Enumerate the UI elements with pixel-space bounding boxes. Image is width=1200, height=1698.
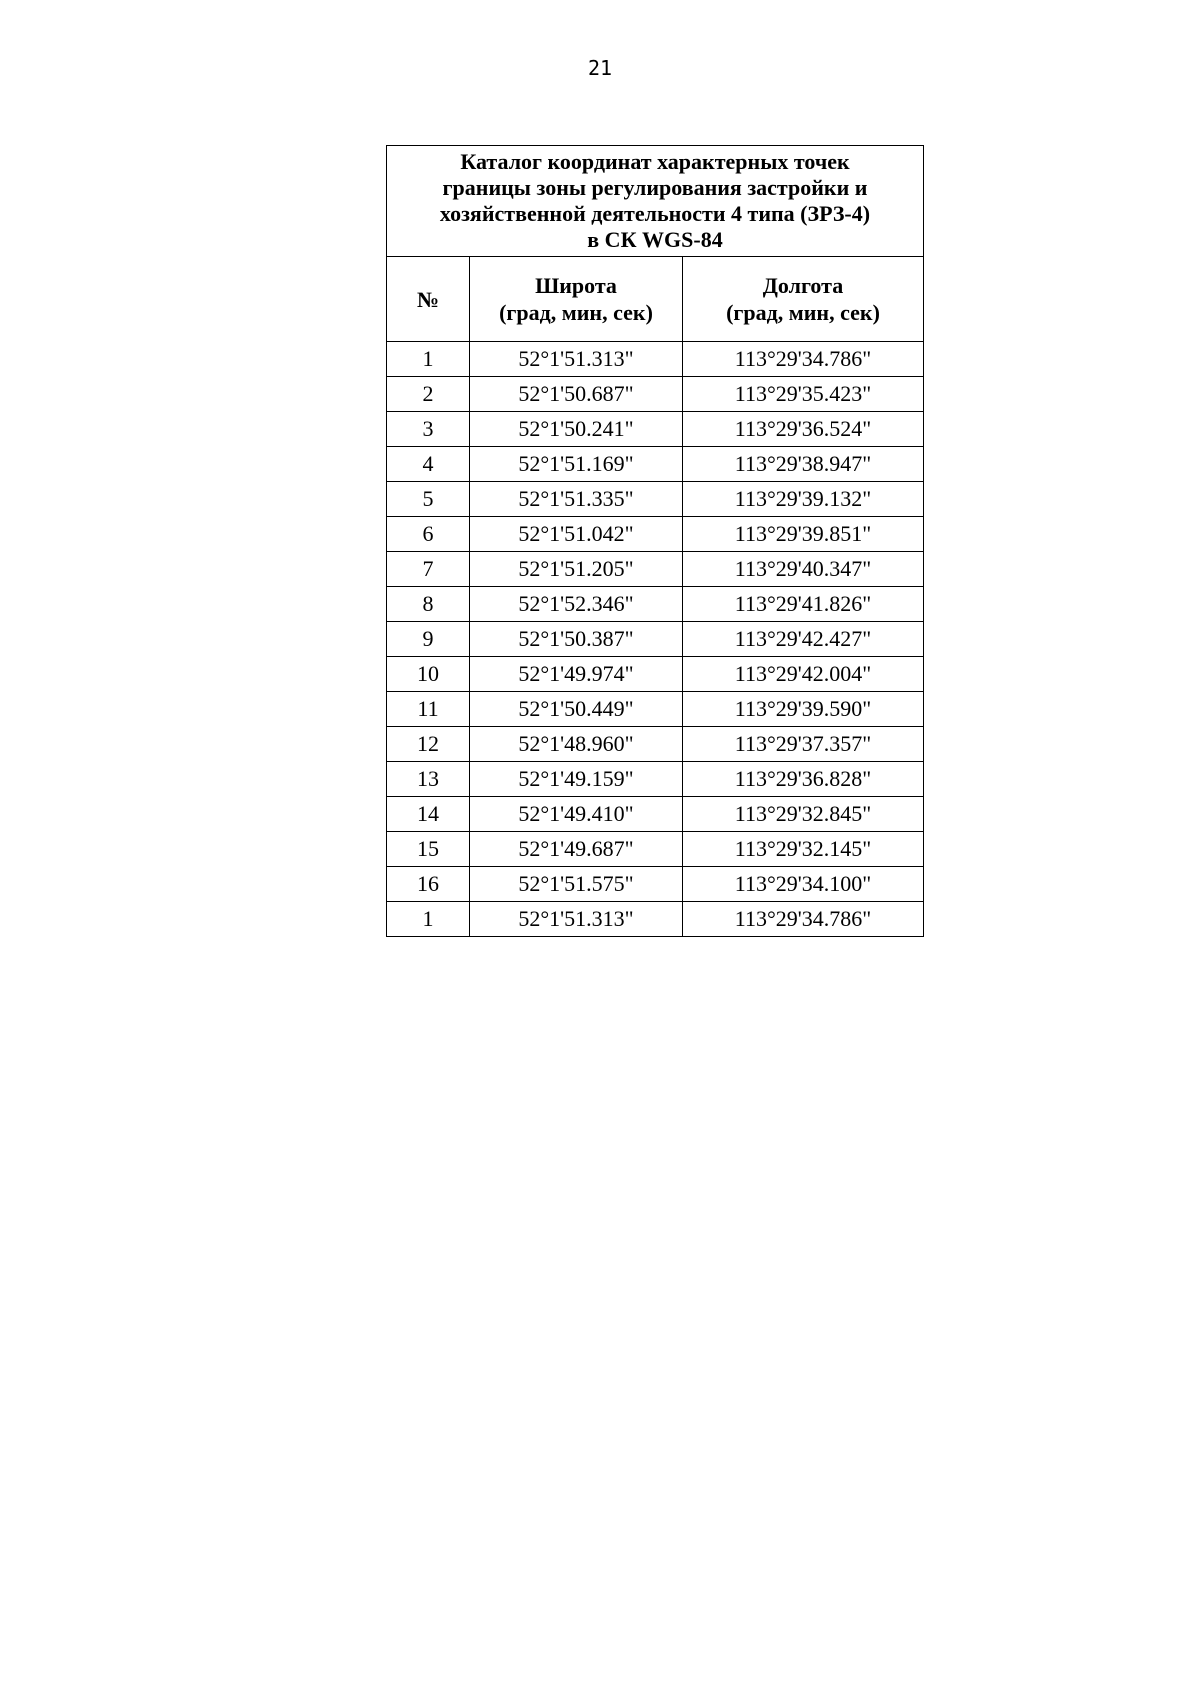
latitude-cell: 52°1'51.169"	[470, 447, 683, 482]
table-row	[387, 482, 924, 517]
point-number-cell: 1	[387, 902, 470, 937]
longitude-cell: 113°29'35.423"	[683, 377, 924, 412]
table-title-line: границы зоны регулирования застройки и	[442, 175, 868, 200]
latitude-cell: 52°1'49.687"	[470, 832, 683, 867]
point-number-cell: 2	[387, 377, 470, 412]
latitude-cell: 52°1'50.387"	[470, 622, 683, 657]
latitude-cell: 52°1'50.449"	[470, 692, 683, 727]
table-row	[387, 832, 924, 867]
latitude-cell: 52°1'50.687"	[470, 377, 683, 412]
header-latitude	[470, 257, 683, 342]
longitude-cell: 113°29'36.828"	[683, 762, 924, 797]
header-longitude-label: Долгота	[762, 273, 844, 298]
point-number-cell: 3	[387, 412, 470, 447]
table-row	[387, 587, 924, 622]
table-row	[387, 762, 924, 797]
longitude-cell: 113°29'41.826"	[683, 587, 924, 622]
point-number-cell: 8	[387, 587, 470, 622]
latitude-cell: 52°1'50.241"	[470, 412, 683, 447]
point-number-cell: 10	[387, 657, 470, 692]
point-number-cell: 6	[387, 517, 470, 552]
table-row	[387, 377, 924, 412]
point-number-cell: 11	[387, 692, 470, 727]
point-number-cell: 7	[387, 552, 470, 587]
table-title-line: в СК WGS-84	[587, 227, 723, 252]
latitude-cell: 52°1'49.974"	[470, 657, 683, 692]
point-number-cell: 12	[387, 727, 470, 762]
point-number-cell: 13	[387, 762, 470, 797]
table-title	[387, 146, 924, 257]
coordinates-catalog-table	[386, 145, 924, 937]
table-title-line: Каталог координат характерных точек	[460, 149, 850, 174]
header-latitude-units: (град, мин, сек)	[499, 300, 653, 325]
point-number-cell: 5	[387, 482, 470, 517]
table-row	[387, 622, 924, 657]
longitude-cell: 113°29'42.004"	[683, 657, 924, 692]
table-row	[387, 867, 924, 902]
point-number-cell: 16	[387, 867, 470, 902]
longitude-cell: 113°29'37.357"	[683, 727, 924, 762]
point-number-cell: 9	[387, 622, 470, 657]
table-row	[387, 797, 924, 832]
table-row	[387, 657, 924, 692]
point-number-cell: 15	[387, 832, 470, 867]
latitude-cell: 52°1'48.960"	[470, 727, 683, 762]
table-body	[387, 342, 924, 937]
point-number-cell: 1	[387, 342, 470, 377]
table-title-row	[387, 146, 924, 257]
point-number-cell: 4	[387, 447, 470, 482]
latitude-cell: 52°1'51.575"	[470, 867, 683, 902]
table-header-row	[387, 257, 924, 342]
table-row	[387, 447, 924, 482]
latitude-cell: 52°1'51.313"	[470, 902, 683, 937]
longitude-cell: 113°29'32.145"	[683, 832, 924, 867]
latitude-cell: 52°1'49.410"	[470, 797, 683, 832]
latitude-cell: 52°1'51.205"	[470, 552, 683, 587]
longitude-cell: 113°29'32.845"	[683, 797, 924, 832]
table-row	[387, 692, 924, 727]
page-number: 21	[587, 56, 613, 80]
header-longitude-units: (град, мин, сек)	[726, 300, 880, 325]
latitude-cell: 52°1'51.313"	[470, 342, 683, 377]
longitude-cell: 113°29'39.132"	[683, 482, 924, 517]
table-row	[387, 517, 924, 552]
latitude-cell: 52°1'49.159"	[470, 762, 683, 797]
longitude-cell: 113°29'36.524"	[683, 412, 924, 447]
latitude-cell: 52°1'52.346"	[470, 587, 683, 622]
header-longitude	[683, 257, 924, 342]
table-title-line: хозяйственной деятельности 4 типа (ЗРЗ-4)	[439, 201, 871, 226]
longitude-cell: 113°29'42.427"	[683, 622, 924, 657]
point-number-cell: 14	[387, 797, 470, 832]
table-row	[387, 412, 924, 447]
longitude-cell: 113°29'34.786"	[683, 342, 924, 377]
table-row	[387, 342, 924, 377]
table-row	[387, 552, 924, 587]
longitude-cell: 113°29'34.786"	[683, 902, 924, 937]
longitude-cell: 113°29'39.851"	[683, 517, 924, 552]
longitude-cell: 113°29'39.590"	[683, 692, 924, 727]
header-latitude-label: Широта	[535, 273, 617, 298]
table-row	[387, 727, 924, 762]
latitude-cell: 52°1'51.042"	[470, 517, 683, 552]
longitude-cell: 113°29'38.947"	[683, 447, 924, 482]
longitude-cell: 113°29'34.100"	[683, 867, 924, 902]
longitude-cell: 113°29'40.347"	[683, 552, 924, 587]
table-row	[387, 902, 924, 937]
header-number: №	[387, 257, 470, 342]
latitude-cell: 52°1'51.335"	[470, 482, 683, 517]
